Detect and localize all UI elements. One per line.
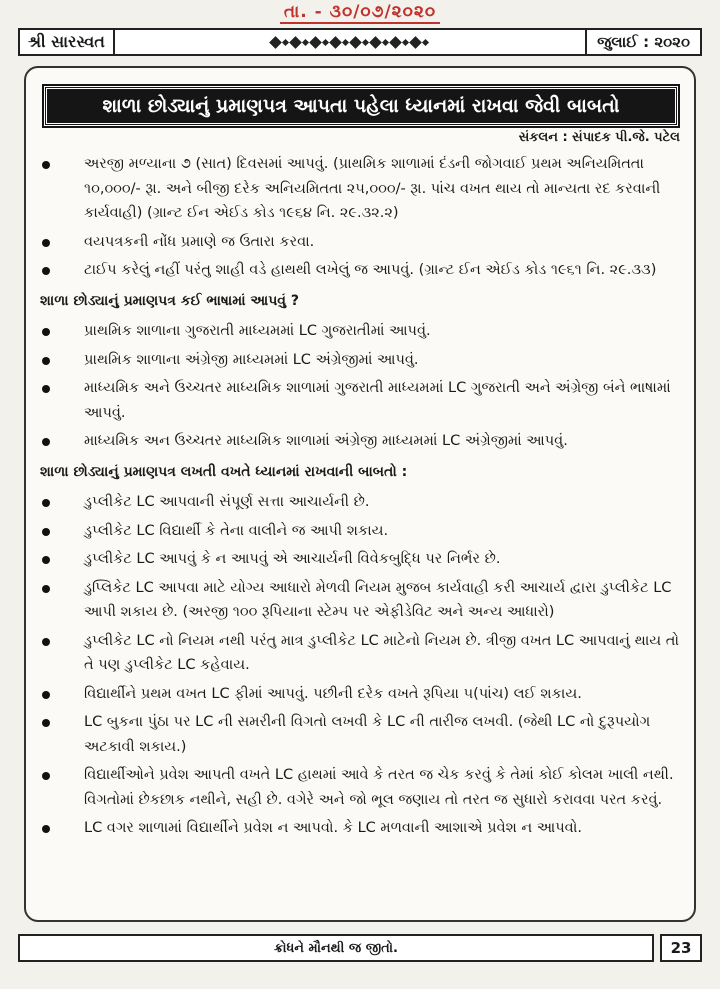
bullet-icon: [42, 267, 50, 275]
list-item: ડુપ્લીકેટ LC આપવું કે ન આપવું એ આચાર્યની વિવેકબુદ્ધિ પર નિર્ભર છે.: [38, 547, 684, 572]
list-item: વયપત્રકની નોંધ પ્રમાણે જ ઉતારા કરવા.: [38, 230, 684, 255]
list-item: LC બુકના પુંઠા પર LC ની સમરીની વિગતો લખવી કે LC ની તારીજ લખવી. (જેથી LC નો દુરૂપયોગ અટકાવી શકાય.): [38, 710, 684, 759]
writing-list: [38, 490, 684, 841]
list-item: માધ્યમિક અન ઉચ્ચતર માધ્યમિક શાળામાં અંગ્રેજી માધ્યમમાં LC અંગ્રેજીમાં આપવું.: [38, 429, 684, 454]
bullet-icon: [42, 585, 50, 593]
list-item: LC વગર શાળામાં વિદ્યાર્થીને પ્રવેશ ન આપવો. કે LC મળવાની આશાએ પ્રવેશ ન આપવો.: [38, 816, 684, 841]
page-number: 23: [660, 934, 702, 962]
list-item: માધ્યમિક અને ઉચ્ચતર માધ્યમિક શાળામાં ગુજરાતી માધ્યમમાં LC ગુજરાતી અને અંગ્રેજી બંને ભાષામાં આપવું.: [38, 376, 684, 425]
compiler-credit: સંકલન : સંપાદક પી.જે. પટેલ: [518, 130, 680, 145]
list-item: વિદ્યાર્થીઓને પ્રવેશ આપતી વખતે LC હાથમાં આવે કે તરત જ ચેક કરવું કે તેમાં કોઈ કોલમ ખાલી નથી. વિગતોમાં છેકછાક નથીને, સહી છે. વગેરે અને જો ભૂલ જણાય તો તરત જ સુધારો કરાવવા પરત કરવું.: [38, 763, 684, 812]
handwritten-date: તા. - ૩૦/૦૭/૨૦૨૦: [0, 2, 720, 22]
bullet-icon: [42, 499, 50, 507]
bullet-icon: [42, 556, 50, 564]
list-item: ટાઈપ કરેલું નહીં પરંતુ શાહી વડે હાથથી લખેલું જ આપવું. (ગ્રાન્ટ ઈન એઈડ કોડ ૧૯૬૧ નિ. ૨૯.૩૩): [38, 258, 684, 283]
list-item: વિદ્યાર્થીને પ્રથમ વખત LC ફીમાં આપવું. પછીની દરેક વખતે રૂપિયા ૫(પાંચ) લઈ શકાય.: [38, 682, 684, 707]
footer-motto: ક્રોધને મૌનથી જ જીતો.: [18, 934, 654, 962]
list-item: પ્રાથમિક શાળાના અંગ્રેજી માધ્યમમાં LC અંગ્રેજીમાં આપવું.: [38, 348, 684, 373]
bullet-icon: [42, 691, 50, 699]
bullet-icon: [42, 528, 50, 536]
list-item: ડુપ્લીકેટ LC નો નિયમ નથી પરંતુ માત્ર ડુપ્લીકેટ LC માટેનો નિયમ છે. ત્રીજી વખત LC આપવાનું થાય તો તે પણ ડુપ્લીકેટ LC કહેવાય.: [38, 629, 684, 678]
list-item: ડુપ્લીકેટ LC વિદ્યાર્થી કે તેના વાલીને જ આપી શકાય.: [38, 519, 684, 544]
bullet-icon: [42, 638, 50, 646]
list-item: પ્રાથમિક શાળાના ગુજરાતી માધ્યમમાં LC ગુજરાતીમાં આપવું.: [38, 319, 684, 344]
list-item: ડુપ્લિકેટ LC આપવા માટે યોગ્ય આધારો મેળવી નિયમ મુજબ કાર્યવાહી કરી આચાર્ય દ્વારા ડુપ્લીકેટ LC આપી શકાય છે. (અરજી ૧૦૦ રૂપિયાના સ્ટેમ્પ પર એફીડેવિટ અને અન્ય આધારો): [38, 576, 684, 625]
bullet-icon: [42, 385, 50, 393]
diamond-ornament-icon: [330, 36, 343, 49]
section-heading-language: શાળા છોડ્યાનું પ્રમાણપત્ર કઈ ભાષામાં આપવું ?: [40, 292, 299, 309]
article-body: [38, 152, 684, 845]
diamond-ornament-icon: [310, 36, 323, 49]
section-heading-writing: શાળા છોડ્યાનું પ્રમાણપત્ર લખતી વખતે ધ્યાનમાં રાખવાની બાબતો :: [40, 463, 408, 480]
bullet-icon: [42, 772, 50, 780]
issue-month: જુલાઈ : ૨૦૨૦: [585, 30, 700, 54]
diamond-ornament-icon: [350, 36, 363, 49]
diamond-ornament-icon: [370, 36, 383, 49]
bullet-icon: [42, 239, 50, 247]
diamond-ornament-icon: [390, 36, 403, 49]
bullet-icon: [42, 438, 50, 446]
language-list: [38, 319, 684, 454]
diamond-ornament-icon: [422, 38, 429, 45]
list-item: ડુપ્લીકેટ LC આપવાની સંપૂર્ણ સત્તા આચાર્યની છે.: [38, 490, 684, 515]
magazine-name: શ્રી સારસ્વત: [20, 30, 115, 54]
list-item: અરજી મળ્યાના ૭ (સાત) દિવસમાં આપવું. (પ્રાથમિક શાળામાં દંડની જોગવાઈ પ્રથમ અનિયમિતતા ૧૦,૦૦૦/- રૂા. અને બીજી દરેક અનિયમિતતા ૨૫,૦૦૦/- રૂા. પાંચ વખત થાય તો માન્યતા રદ કરવાની કાર્યવાહી) (ગ્રાન્ટ ઈન એઈડ કોડ ૧૯૬૪ નિ. ૨૯.૩૨.૨): [38, 152, 684, 226]
diamond-ornament-icon: [290, 36, 303, 49]
article-title: શાળા છોડ્યાનું પ્રમાણપત્ર આપતા પહેલા ધ્યાનમાં રાખવા જેવી બાબતો: [44, 86, 678, 126]
page-footer: [18, 934, 702, 962]
intro-list: [38, 152, 684, 283]
bullet-icon: [42, 825, 50, 833]
bullet-icon: [42, 328, 50, 336]
bullet-icon: [42, 357, 50, 365]
magazine-header: [18, 28, 702, 56]
bullet-icon: [42, 161, 50, 169]
bullet-icon: [42, 719, 50, 727]
diamond-ornament-icon: [410, 36, 423, 49]
diamond-ornament-icon: [270, 36, 283, 49]
decorative-ornament: [115, 30, 585, 54]
